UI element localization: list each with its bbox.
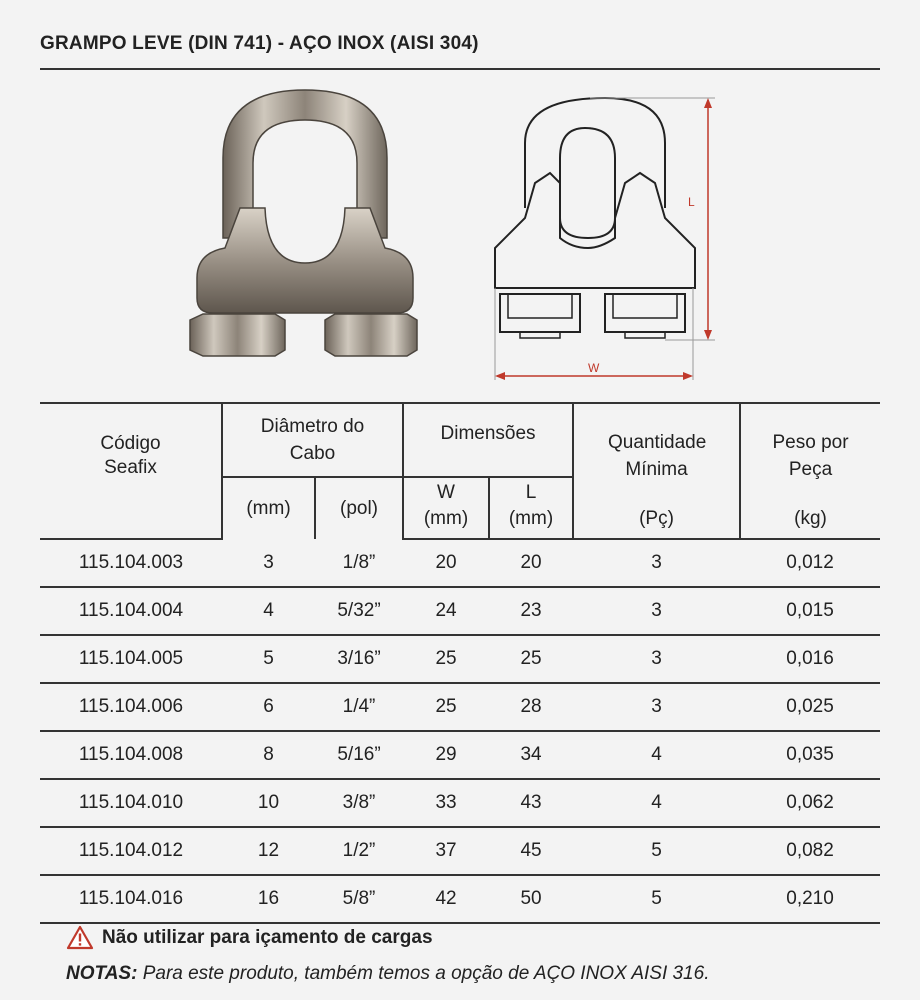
- cell-mm: 5: [222, 635, 315, 683]
- cell-w: 37: [403, 827, 489, 875]
- notes: [66, 963, 709, 985]
- header-unit-w-mm: (mm): [403, 508, 489, 539]
- cell-l: 43: [489, 779, 573, 827]
- cell-kg: 0,035: [740, 731, 880, 779]
- table-row: [40, 827, 880, 875]
- table-row: [40, 635, 880, 683]
- technical-drawing: [480, 88, 730, 388]
- cell-mm: 10: [222, 779, 315, 827]
- table-row: [40, 731, 880, 779]
- cell-w: 25: [403, 635, 489, 683]
- cell-kg: 0,015: [740, 587, 880, 635]
- header-weight: Peso por Peça: [740, 403, 880, 508]
- cell-qty: 3: [573, 539, 740, 587]
- warning-triangle-icon: [66, 925, 94, 950]
- cell-mm: 4: [222, 587, 315, 635]
- cell-pol: 1/2”: [315, 827, 403, 875]
- cell-qty: 3: [573, 587, 740, 635]
- cell-kg: 0,016: [740, 635, 880, 683]
- table-row: [40, 683, 880, 731]
- cell-l: 23: [489, 587, 573, 635]
- cell-kg: 0,025: [740, 683, 880, 731]
- cell-code: 115.104.016: [40, 875, 222, 923]
- cell-pol: 5/32”: [315, 587, 403, 635]
- cell-mm: 8: [222, 731, 315, 779]
- cell-l: 50: [489, 875, 573, 923]
- header-unit-l-mm: (mm): [489, 508, 573, 539]
- cell-l: 45: [489, 827, 573, 875]
- header-code-spacer: [40, 508, 222, 539]
- table-row: [40, 539, 880, 587]
- table-row: [40, 875, 880, 923]
- cell-w: 29: [403, 731, 489, 779]
- cell-l: 20: [489, 539, 573, 587]
- cell-code: 115.104.005: [40, 635, 222, 683]
- cell-qty: 4: [573, 731, 740, 779]
- cell-pol: 1/8”: [315, 539, 403, 587]
- notes-text: Para este produto, também temos a opção de AÇO INOX AISI 316.: [142, 963, 710, 984]
- cell-qty: 5: [573, 827, 740, 875]
- cell-mm: 16: [222, 875, 315, 923]
- cell-pol: 3/8”: [315, 779, 403, 827]
- cell-w: 33: [403, 779, 489, 827]
- cell-pol: 5/8”: [315, 875, 403, 923]
- header-unit-kg: (kg): [740, 508, 880, 539]
- header-unit-pol: (pol): [315, 477, 403, 539]
- header-quantity: Quantidade Mínima: [573, 403, 740, 508]
- cell-qty: 3: [573, 635, 740, 683]
- cell-l: 25: [489, 635, 573, 683]
- cell-pol: 1/4”: [315, 683, 403, 731]
- cell-kg: 0,012: [740, 539, 880, 587]
- cell-code: 115.104.006: [40, 683, 222, 731]
- specification-table: [40, 402, 880, 924]
- cell-w: 25: [403, 683, 489, 731]
- warning-message: [66, 925, 433, 950]
- table-row: [40, 779, 880, 827]
- warning-text: Não utilizar para içamento de cargas: [102, 926, 433, 948]
- cell-code: 115.104.012: [40, 827, 222, 875]
- header-code: Código Seafix: [40, 403, 222, 508]
- header-dimensions: Dimensões: [403, 403, 573, 477]
- cell-code: 115.104.010: [40, 779, 222, 827]
- dimension-w-label: W: [588, 361, 600, 375]
- title-divider: [40, 68, 880, 70]
- cell-code: 115.104.004: [40, 587, 222, 635]
- table-row: [40, 587, 880, 635]
- header-l: L: [489, 477, 573, 508]
- header-unit-pc: (Pç): [573, 508, 740, 539]
- cell-qty: 5: [573, 875, 740, 923]
- cell-w: 42: [403, 875, 489, 923]
- dimension-l-label: L: [688, 195, 695, 209]
- header-diameter: Diâmetro do Cabo: [222, 403, 403, 477]
- page-title: GRAMPO LEVE (DIN 741) - AÇO INOX (AISI 304): [40, 33, 479, 54]
- cell-mm: 12: [222, 827, 315, 875]
- header-w: W: [403, 477, 489, 508]
- notes-label: NOTAS:: [66, 963, 138, 984]
- cell-l: 28: [489, 683, 573, 731]
- cell-l: 34: [489, 731, 573, 779]
- cell-w: 24: [403, 587, 489, 635]
- cell-pol: 3/16”: [315, 635, 403, 683]
- product-photo: [185, 88, 425, 363]
- cell-kg: 0,082: [740, 827, 880, 875]
- cell-qty: 3: [573, 683, 740, 731]
- cell-code: 115.104.003: [40, 539, 222, 587]
- cell-pol: 5/16”: [315, 731, 403, 779]
- cell-mm: 3: [222, 539, 315, 587]
- cell-mm: 6: [222, 683, 315, 731]
- cell-code: 115.104.008: [40, 731, 222, 779]
- cell-kg: 0,062: [740, 779, 880, 827]
- cell-qty: 4: [573, 779, 740, 827]
- cell-kg: 0,210: [740, 875, 880, 923]
- cell-w: 20: [403, 539, 489, 587]
- header-unit-mm: (mm): [222, 477, 315, 539]
